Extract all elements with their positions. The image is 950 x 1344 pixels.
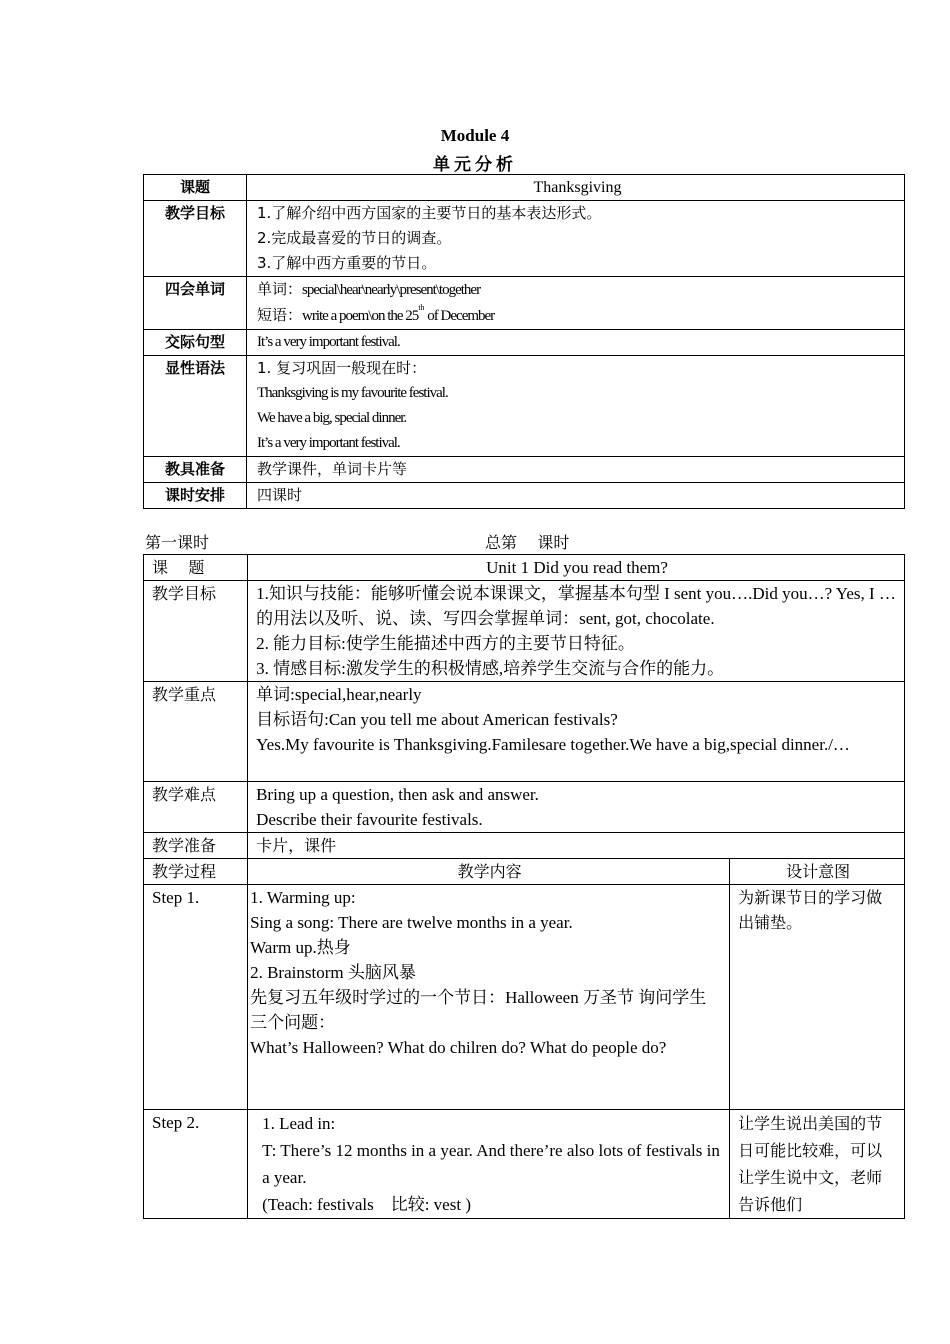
lesson-goals-label: 教学目标 bbox=[144, 581, 248, 682]
vocab-phrases-prefix: 短语： bbox=[257, 306, 303, 324]
step-line: 2. Brainstorm 头脑风暴 bbox=[250, 963, 416, 982]
step-label: Step 1. bbox=[144, 885, 248, 1110]
key-cell bbox=[248, 682, 905, 782]
topic-value: Thanksgiving bbox=[247, 175, 905, 201]
step-line: T: There’s 12 months in a year. And there’re also lots of festivals in a year. bbox=[262, 1141, 720, 1187]
lesson-goals-cell bbox=[248, 581, 905, 682]
difficult-line: Bring up a question, then ask and answer. bbox=[256, 785, 539, 804]
vocab-label: 四会单词 bbox=[144, 277, 247, 330]
sentence-label: 交际句型 bbox=[144, 330, 247, 356]
vocab-cell bbox=[247, 277, 905, 330]
step-content bbox=[248, 1110, 730, 1219]
step-line: 1. Lead in: bbox=[262, 1114, 336, 1133]
goals-label: 教学目标 bbox=[144, 201, 247, 277]
grammar-line: 1. 复习巩固一般现在时： bbox=[257, 359, 427, 377]
process-label: 教学过程 bbox=[144, 859, 248, 885]
grammar-cell bbox=[247, 356, 905, 457]
goal-line: 1.了解介绍中西方国家的主要节日的基本表达形式。 bbox=[257, 204, 602, 222]
step-intent: 为新课节日的学习做出铺垫。 bbox=[730, 885, 905, 1110]
difficult-label: 教学难点 bbox=[144, 782, 248, 833]
vocab-phrases-a: write a poem\on the 25 bbox=[302, 308, 419, 324]
vocab-phrases-b: of December bbox=[424, 308, 495, 324]
lesson-period-header bbox=[145, 530, 905, 554]
sentence-value: It’s a very important festival. bbox=[247, 330, 905, 356]
vocab-words-prefix: 单词： bbox=[257, 280, 303, 298]
grammar-label: 显性语法 bbox=[144, 356, 247, 457]
step-label: Step 2. bbox=[144, 1110, 248, 1219]
schedule-label: 课时安排 bbox=[144, 483, 247, 509]
vocab-phrases-sup: th bbox=[418, 303, 425, 312]
lesson-topic-value: Unit 1 Did you read them? bbox=[248, 555, 905, 581]
difficult-line: Describe their favourite festivals. bbox=[256, 810, 483, 829]
key-label: 教学重点 bbox=[144, 682, 248, 782]
lesson-topic-label: 课 题 bbox=[144, 555, 248, 581]
prep-label: 教学准备 bbox=[144, 833, 248, 859]
lesson-goal-line: 1.知识与技能：能够听懂会说本课课文，掌握基本句型 I sent you….Did you…? Yes, I … 的用法以及听、说、读、写四会掌握单词：sent, got, chocolate. bbox=[256, 584, 896, 628]
period-left: 第一课时 bbox=[145, 533, 210, 552]
content-label: 教学内容 bbox=[248, 859, 730, 885]
unit-analysis-title: 单元分析 bbox=[433, 155, 517, 175]
step-content bbox=[248, 885, 730, 1110]
module-title: Module 4 bbox=[440, 126, 510, 145]
key-line: 目标语句:Can you tell me about American festivals? bbox=[256, 710, 618, 729]
unit-analysis-table bbox=[143, 174, 905, 509]
goals-cell bbox=[247, 201, 905, 277]
key-line: 单词:special,hear,nearly bbox=[256, 685, 422, 704]
intent-label: 设计意图 bbox=[730, 859, 905, 885]
prep-value: 卡片，课件 bbox=[248, 833, 905, 859]
topic-label: 课题 bbox=[144, 175, 247, 201]
tools-label: 教具准备 bbox=[144, 457, 247, 483]
step-line: 先复习五年级时学过的一个节日：Halloween 万圣节 询问学生三个问题： bbox=[250, 988, 707, 1032]
step-line: (Teach: festivals 比较: vest ) bbox=[262, 1195, 471, 1214]
step-line: 1. Warming up: bbox=[250, 888, 356, 907]
vocab-words: special\hear\nearly\present\together bbox=[302, 282, 481, 298]
tools-value: 教学课件，单词卡片等 bbox=[247, 457, 905, 483]
difficult-cell bbox=[248, 782, 905, 833]
period-right: 总第 课时 bbox=[485, 533, 570, 552]
step-intent: 让学生说出美国的节日可能比较难，可以让学生说中文，老师告诉他们 bbox=[730, 1110, 905, 1219]
grammar-line: We have a big, special dinner. bbox=[257, 410, 407, 426]
lesson-goal-line: 2. 能力目标:使学生能描述中西方的主要节日特征。 bbox=[256, 634, 635, 653]
goal-line: 2.完成最喜爱的节日的调查。 bbox=[257, 229, 452, 247]
step-line: Warm up.热身 bbox=[250, 938, 351, 957]
key-line: Yes.My favourite is Thanksgiving.Familesare together.We have a big,special dinner./… bbox=[256, 735, 850, 754]
step-line: Sing a song: There are twelve months in a year. bbox=[250, 913, 573, 932]
grammar-line: Thanksgiving is my favourite festival. bbox=[257, 385, 448, 401]
lesson-goal-line: 3. 情感目标:激发学生的积极情感,培养学生交流与合作的能力。 bbox=[256, 659, 725, 678]
lesson-plan-table bbox=[143, 554, 905, 1219]
step-line: What’s Halloween? What do chilren do? What do people do? bbox=[250, 1038, 667, 1057]
goal-line: 3.了解中西方重要的节日。 bbox=[257, 254, 437, 272]
grammar-line: It’s a very important festival. bbox=[257, 435, 400, 451]
schedule-value: 四课时 bbox=[247, 483, 905, 509]
